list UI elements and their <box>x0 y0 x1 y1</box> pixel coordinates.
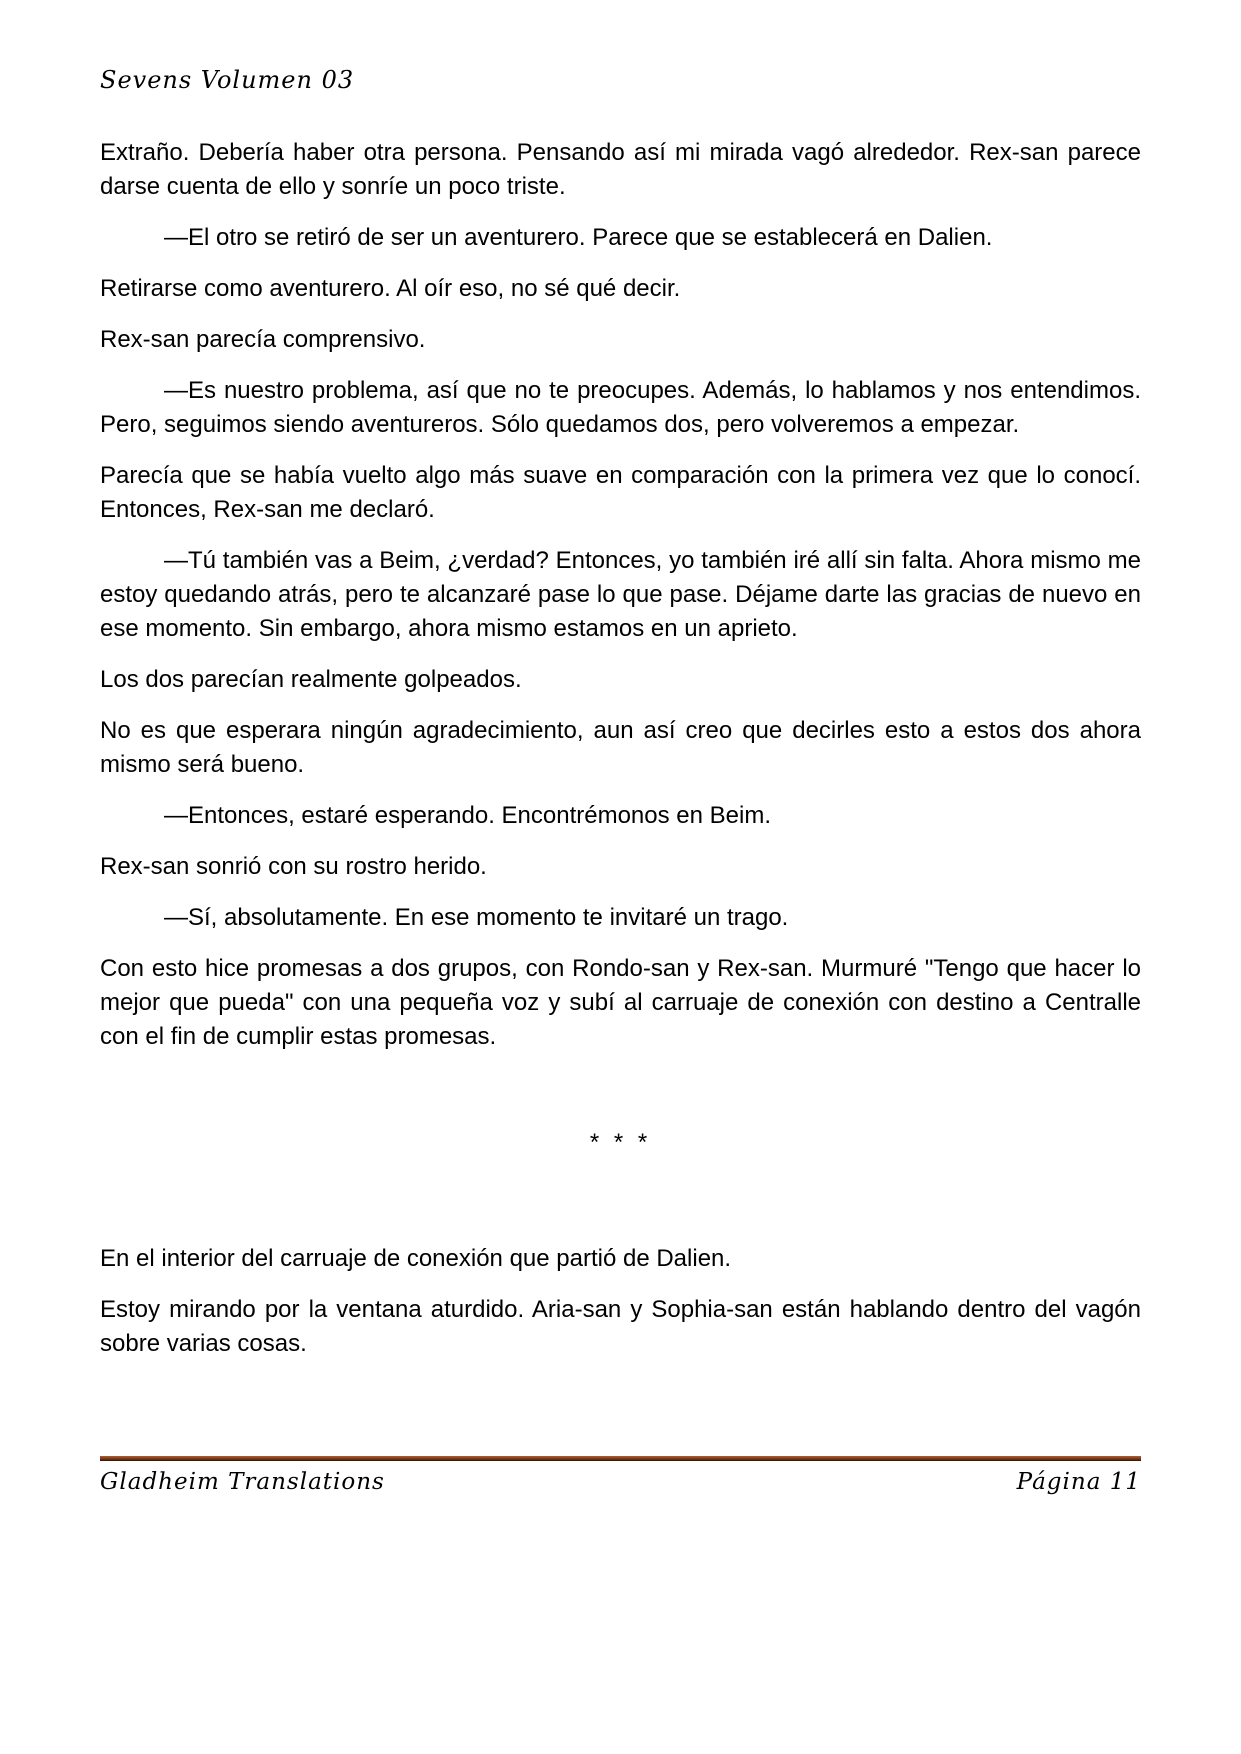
footer-rule <box>100 1456 1141 1461</box>
paragraph: Retirarse como aventurero. Al oír eso, no sé qué decir. <box>100 275 681 302</box>
section-separator: * * * <box>589 1129 652 1156</box>
paragraph: En el interior del carruaje de conexión que partió de Dalien. <box>100 1245 732 1272</box>
dialogue-paragraph: —El otro se retiró de ser un aventurero. Parece que se establecerá en Dalien. <box>164 224 993 251</box>
paragraph: Parecía que se había vuelto algo más suave en comparación con la primera vez que lo conocí. Entonces, Rex-san me declaró. <box>100 462 1141 523</box>
paragraph: Rex-san parecía comprensivo. <box>100 326 426 353</box>
document-body <box>100 136 1141 1361</box>
paragraph: Extraño. Debería haber otra persona. Pensando así mi mirada vagó alrededor. Rex-san parece darse cuenta de ello y sonríe un poco triste. <box>100 139 1141 200</box>
dialogue-paragraph: —Tú también vas a Beim, ¿verdad? Entonces, yo también iré allí sin falta. Ahora mismo me estoy quedando atrás, pero te alcanzaré pase lo que pase. Déjame darte las gracias de nuevo en ese momento. Sin embargo, ahora mismo estamos en un aprieto. <box>100 547 1141 642</box>
paragraph: Con esto hice promesas a dos grupos, con Rondo-san y Rex-san. Murmuré "Tengo que hacer lo mejor que pueda" con una pequeña voz y subí al carruaje de conexión con destino a Centralle con el fin de cumplir estas promesas. <box>100 955 1141 1050</box>
dialogue-paragraph: —Es nuestro problema, así que no te preocupes. Además, lo hablamos y nos entendimos. Pero, seguimos siendo aventureros. Sólo quedamos dos, pero volveremos a empezar. <box>100 377 1141 438</box>
dialogue-paragraph: —Sí, absolutamente. En ese momento te invitaré un trago. <box>164 904 789 931</box>
footer-page-number: Página 11 <box>1016 1469 1141 1495</box>
page-footer <box>100 1456 1141 1495</box>
footer-row <box>100 1469 1141 1495</box>
document-title: Sevens Volumen 03 <box>100 66 355 94</box>
paragraph: Estoy mirando por la ventana aturdido. Aria-san y Sophia-san están hablando dentro del vagón sobre varias cosas. <box>100 1296 1141 1357</box>
paragraph: Los dos parecían realmente golpeados. <box>100 666 522 693</box>
page-header <box>100 66 1141 94</box>
paragraph: Rex-san sonrió con su rostro herido. <box>100 853 487 880</box>
footer-translator: Gladheim Translations <box>100 1469 385 1495</box>
paragraph: No es que esperara ningún agradecimiento, aun así creo que decirles esto a estos dos ahora mismo será bueno. <box>100 717 1141 778</box>
dialogue-paragraph: —Entonces, estaré esperando. Encontrémonos en Beim. <box>164 802 772 829</box>
